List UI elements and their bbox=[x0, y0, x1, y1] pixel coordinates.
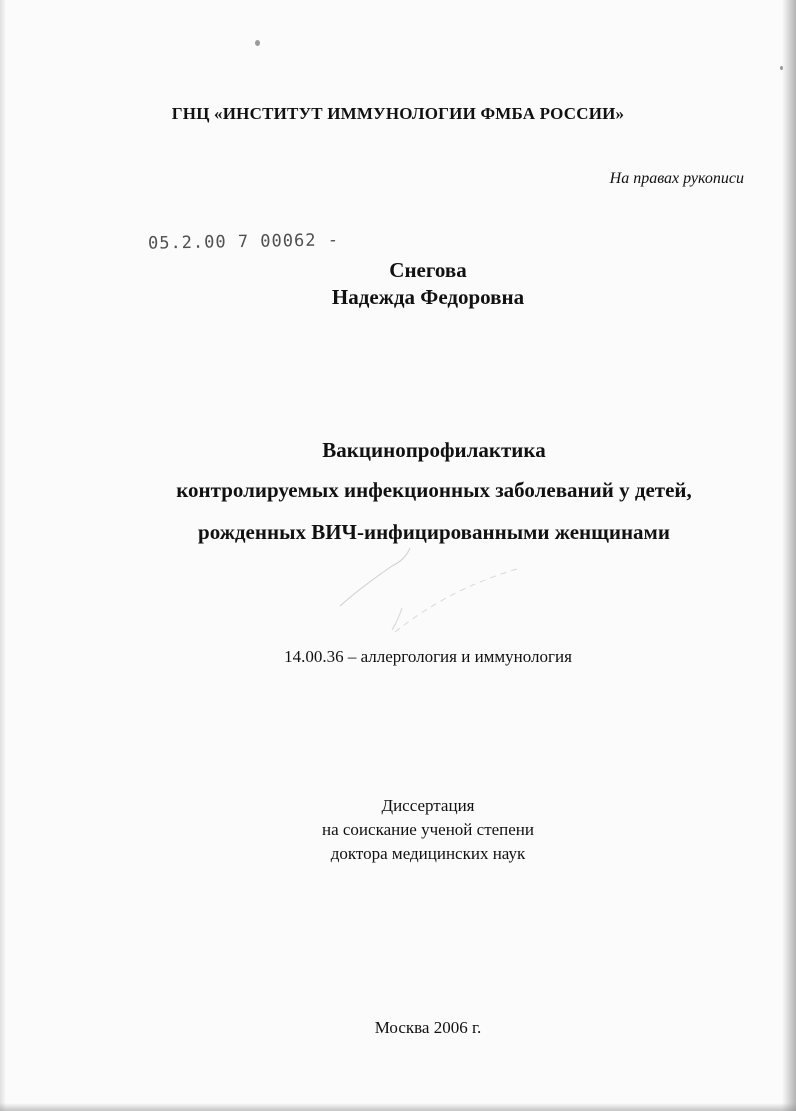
specialty-code: 14.00.36 – аллергология и иммунология bbox=[284, 647, 572, 666]
dissertation-title-line-2: контролируемых инфекционных заболеваний у детей, bbox=[176, 478, 692, 502]
degree-line-1: Диссертация bbox=[381, 796, 475, 815]
pencil-stroke bbox=[392, 608, 402, 630]
degree-line-2: на соискание ученой степени bbox=[321, 820, 535, 839]
scan-right-edge-shadow bbox=[782, 0, 796, 1111]
scan-bottom-edge-shadow bbox=[0, 1103, 796, 1111]
archive-number-stamp: 05.2.00 7 00062 - bbox=[147, 230, 340, 254]
pencil-stroke bbox=[395, 568, 520, 632]
degree-line-3: доктора медицинских наук bbox=[330, 844, 526, 863]
dissertation-title-line-1: Вакцинопрофилактика bbox=[322, 438, 546, 462]
scan-left-edge-shadow bbox=[0, 0, 6, 1111]
author-given-names: Надежда Федоровна bbox=[331, 285, 525, 309]
institute-name: ГНЦ «ИНСТИТУТ ИММУНОЛОГИИ ФМБА РОССИИ» bbox=[171, 104, 625, 123]
author-surname: Снегова bbox=[389, 258, 467, 282]
manuscript-rights-note: На правах рукописи bbox=[609, 170, 744, 187]
scan-speck bbox=[780, 66, 783, 70]
dissertation-title-line-3: рожденных ВИЧ-инфицированными женщинами bbox=[198, 520, 670, 544]
scan-speck bbox=[255, 40, 260, 46]
city-and-year: Москва 2006 г. bbox=[374, 1018, 482, 1037]
pencil-stroke bbox=[340, 548, 410, 606]
